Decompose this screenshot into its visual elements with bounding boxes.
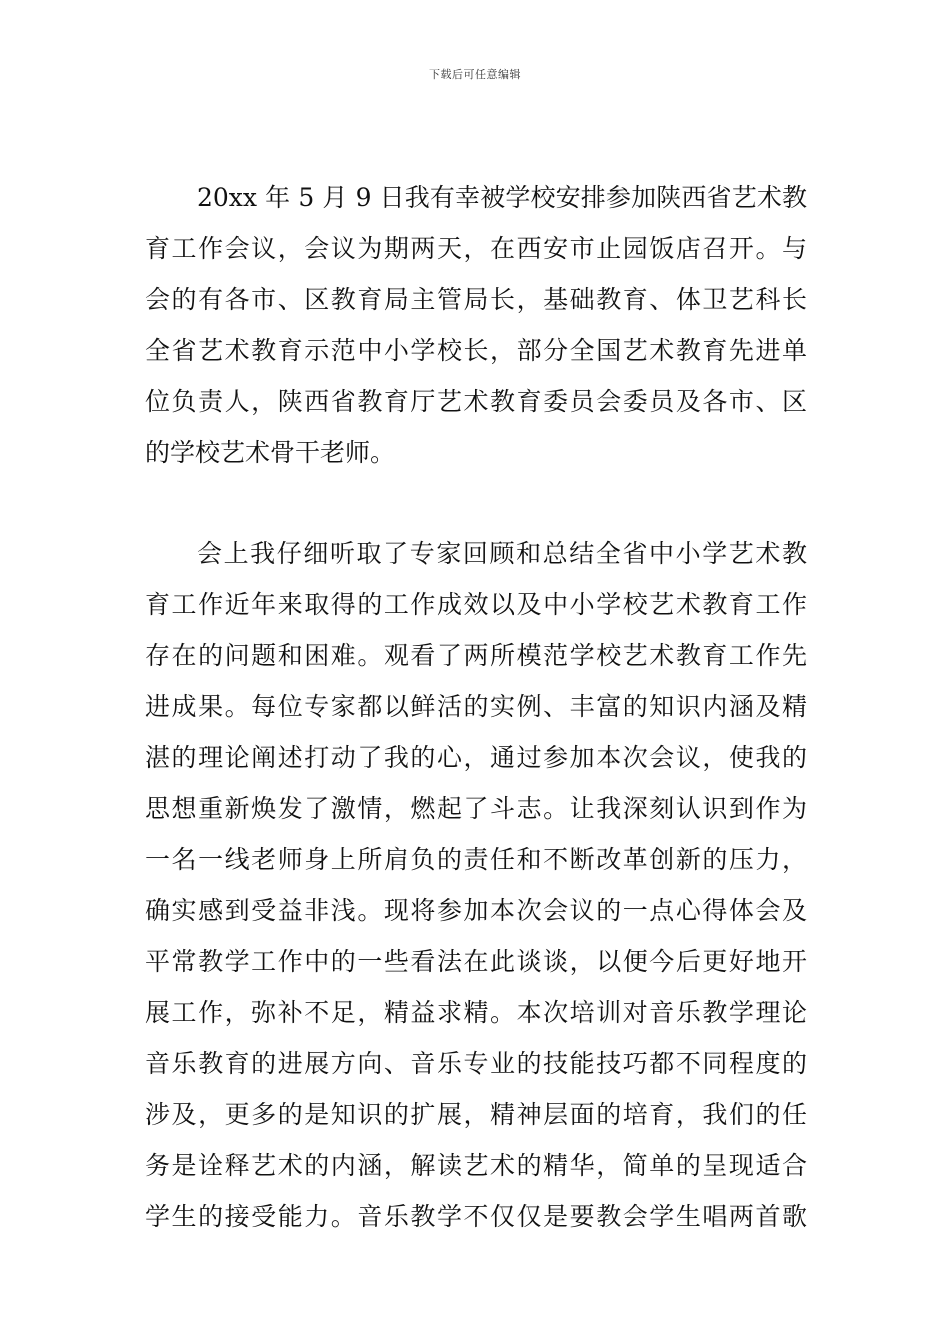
text-line: 学生的接受能力。音乐教学不仅仅是要教会学生唱两首歌 [145, 1202, 807, 1231]
text-line: 涉及，更多的是知识的扩展，精神层面的培育，我们的任 [145, 1100, 807, 1129]
text-line: 的学校艺术骨干老师。 [145, 438, 396, 467]
text-line: 会的有各市、区教育局主管局长，基础教育、体卫艺科长 [145, 285, 807, 314]
document-body [145, 172, 807, 1242]
text-line: 全省艺术教育示范中小学校长，部分全国艺术教育先进单 [145, 336, 807, 365]
text-line: 展工作，弥补不足，精益求精。本次培训对音乐教学理论 [145, 998, 807, 1027]
text-line: 湛的理论阐述打动了我的心，通过参加本次会议，使我的 [145, 743, 807, 772]
text-line: 务是诠释艺术的内涵，解读艺术的精华，简单的呈现适合 [145, 1151, 807, 1180]
paragraph-gap [145, 478, 807, 528]
text-line: 一名一线老师身上所肩负的责任和不断改革创新的压力， [145, 845, 807, 874]
text-line: 平常教学工作中的一些看法在此谈谈，以便今后更好地开 [145, 947, 807, 976]
paragraph-2 [145, 528, 807, 1242]
text-line: 20xx 年 5 月 9 日我有幸被学校安排参加陕西省艺术教 [197, 183, 807, 212]
download-note: 下载后可任意编辑 [429, 68, 521, 81]
text-line: 确实感到受益非浅。现将参加本次会议的一点心得体会及 [145, 896, 807, 925]
text-line: 位负责人，陕西省教育厅艺术教育委员会委员及各市、区 [145, 387, 807, 416]
text-line: 会上我仔细听取了专家回顾和总结全省中小学艺术教 [197, 539, 807, 568]
text-line: 音乐教育的进展方向、音乐专业的技能技巧都不同程度的 [145, 1049, 807, 1078]
paragraph-1 [145, 172, 807, 478]
text-line: 存在的问题和困难。观看了两所模范学校艺术教育工作先 [145, 641, 807, 670]
text-line: 进成果。每位专家都以鲜活的实例、丰富的知识内涵及精 [145, 692, 807, 721]
text-line: 思想重新焕发了激情，燃起了斗志。让我深刻认识到作为 [145, 794, 807, 823]
text-line: 育工作近年来取得的工作成效以及中小学校艺术教育工作 [145, 590, 807, 619]
text-line: 育工作会议，会议为期两天，在西安市止园饭店召开。与 [145, 234, 807, 263]
